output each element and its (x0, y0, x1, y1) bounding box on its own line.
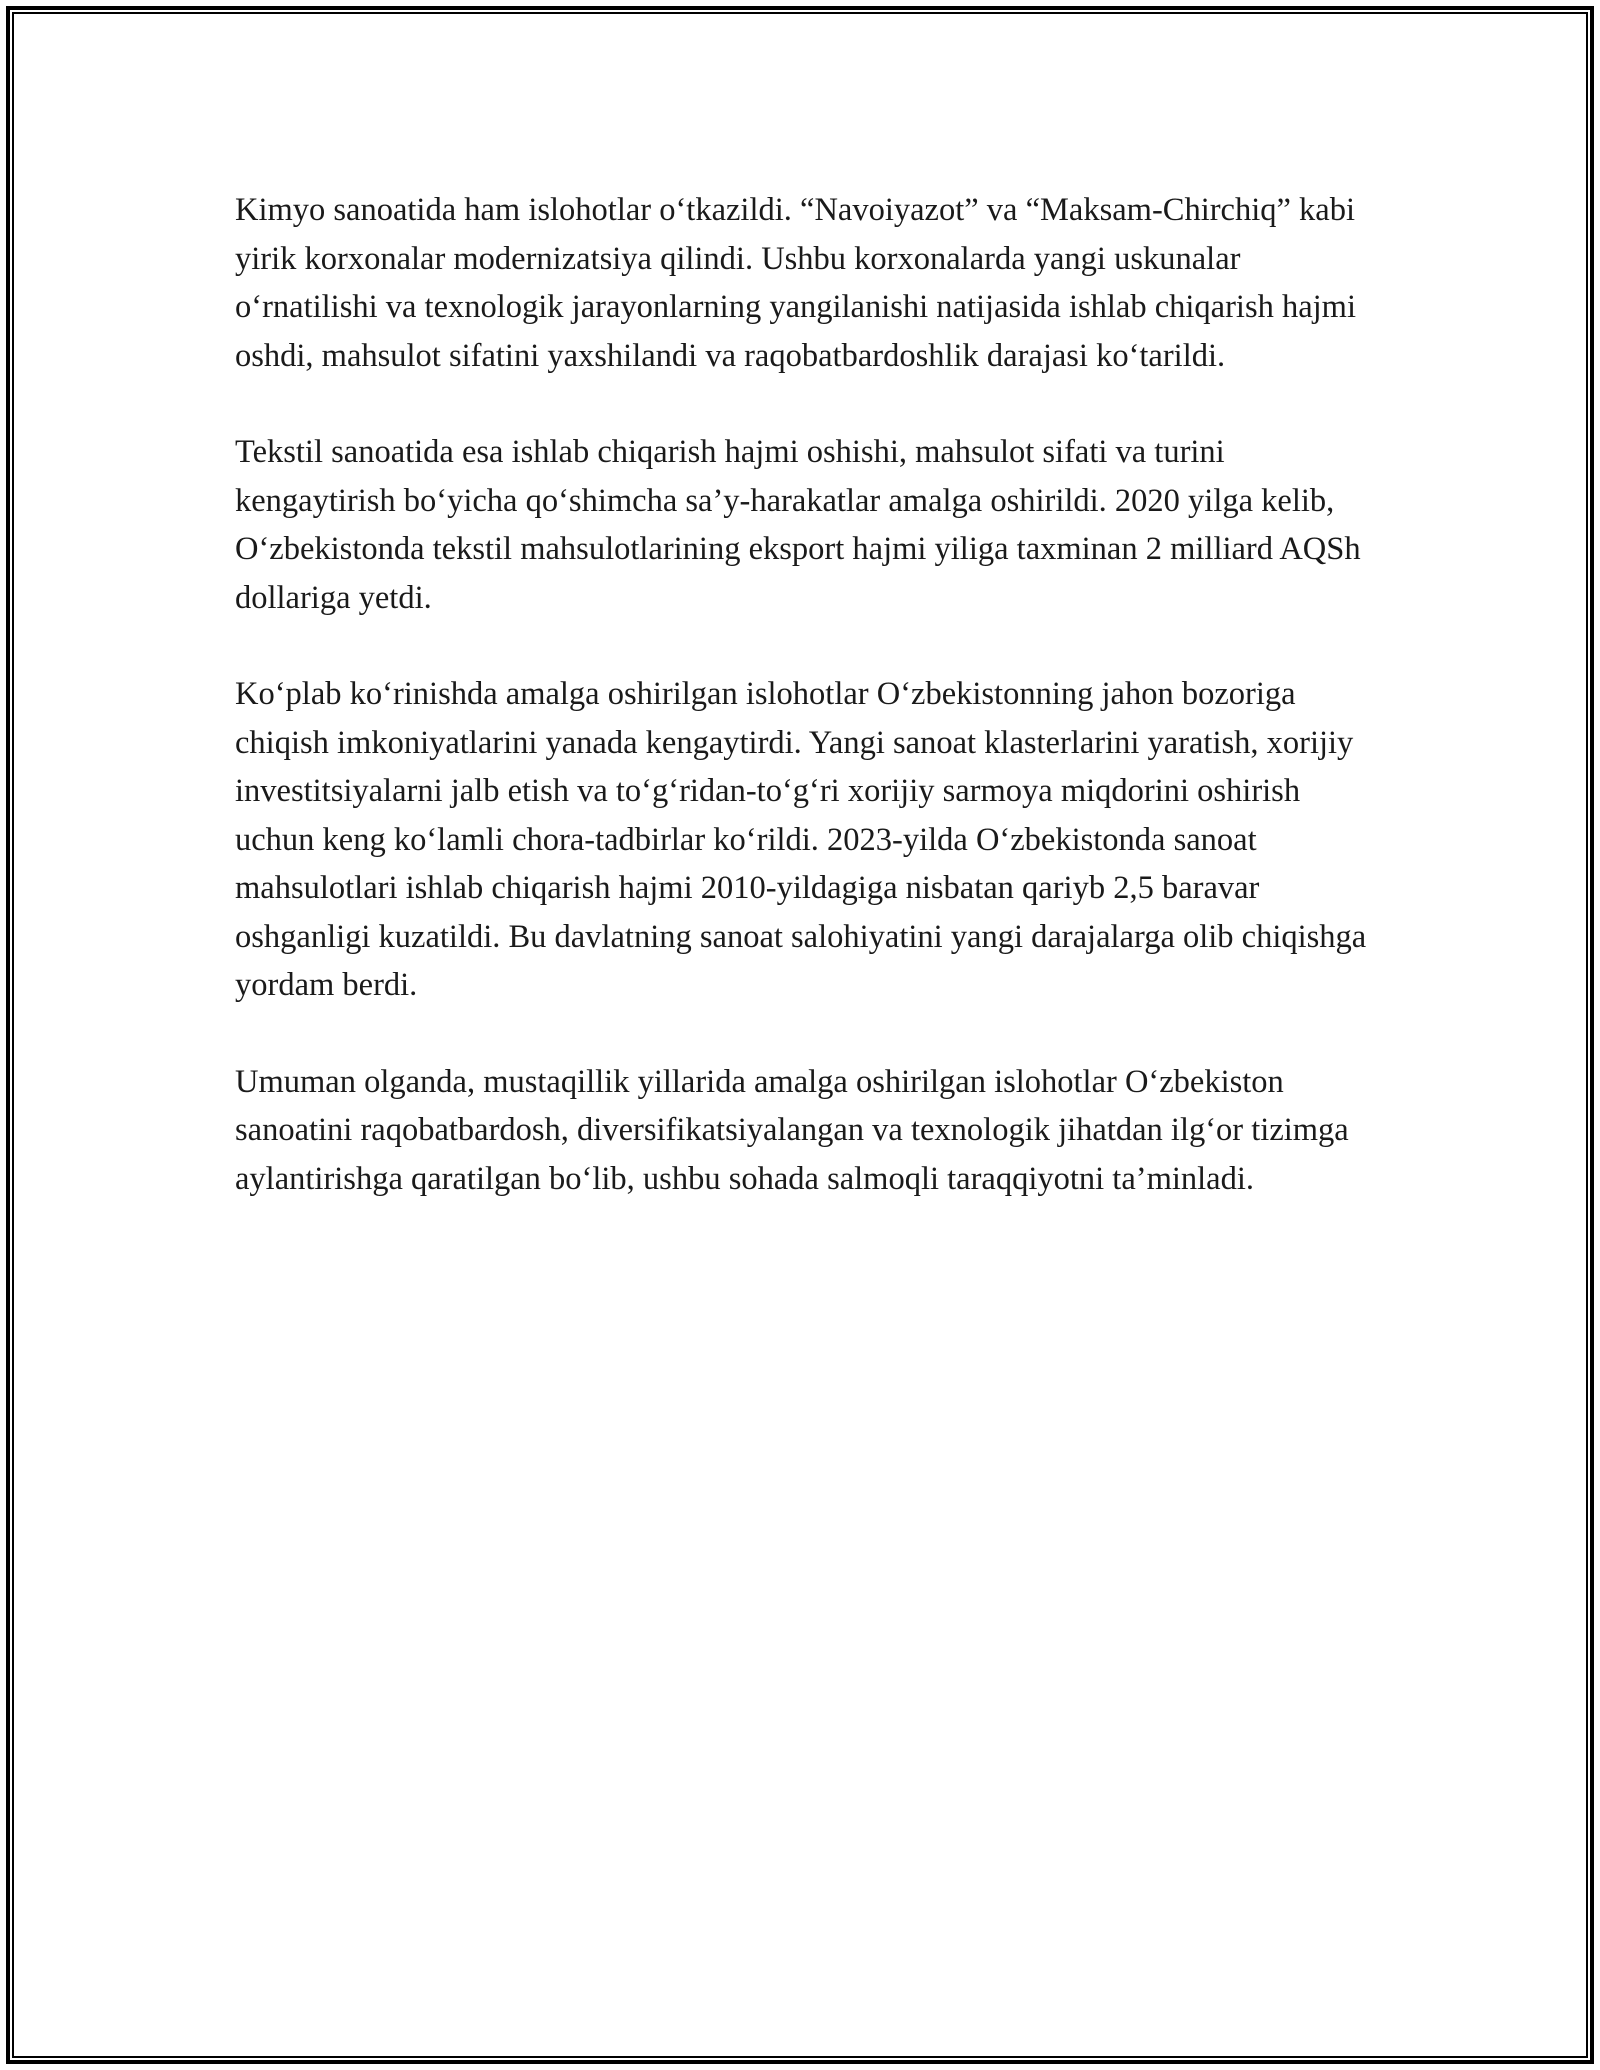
paragraph-conclusion: Umuman olganda, mustaqillik yillarida amalga oshirilgan islohotlar O‘zbekiston sanoatini raqobatbardosh, diversifikatsiyalangan va texnologik jihatdan ilg‘or tizimga aylantirishga qaratilgan bo‘lib, ushbu sohada salmoqli taraqqiyotni ta’minladi. (235, 1063, 1349, 1197)
paragraph-textile-industry: Tekstil sanoatida esa ishlab chiqarish hajmi oshishi, mahsulot sifati va turini kengaytirish bo‘yicha qo‘shimcha sa’y-harakatlar amalga oshirildi. 2020 yilga kelib, O‘zbekistonda tekstil mahsulotlarining eksport hajmi yiliga taxminan 2 milliard AQSh dollariga yetdi. (235, 434, 1361, 616)
document-body (235, 186, 1375, 1251)
paragraph-chemical-industry: Kimyo sanoatida ham islohotlar o‘tkazildi. “Navoiyazot” va “Maksam-Chirchiq” kabi yirik korxonalar modernizatsiya qilindi. Ushbu korxonalarda yangi uskunalar o‘rnatilishi va texnologik jarayonlarning yangilanishi natijasida ishlab chiqarish hajmi oshdi, mahsulot sifatini yaxshilandi va raqobatbardoshlik darajasi ko‘tarildi. (235, 192, 1356, 374)
paragraph-world-market-reforms: Ko‘plab ko‘rinishda amalga oshirilgan islohotlar O‘zbekistonning jahon bozoriga chiqish imkoniyatlarini yanada kengaytirdi. Yangi sanoat klasterlarini yaratish, xorijiy investitsiyalarni jalb etish va to‘g‘ridan-to‘g‘ri xorijiy sarmoya miqdorini oshirish uchun keng ko‘lamli chora-tadbirlar ko‘rildi. 2023-yilda O‘zbekistonda sanoat mahsulotlari ishlab chiqarish hajmi 2010-yildagiga nisbatan qariyb 2,5 baravar oshganligi kuzatildi. Bu davlatning sanoat salohiyatini yangi darajalarga olib chiqishga yordam berdi. (235, 676, 1367, 1003)
